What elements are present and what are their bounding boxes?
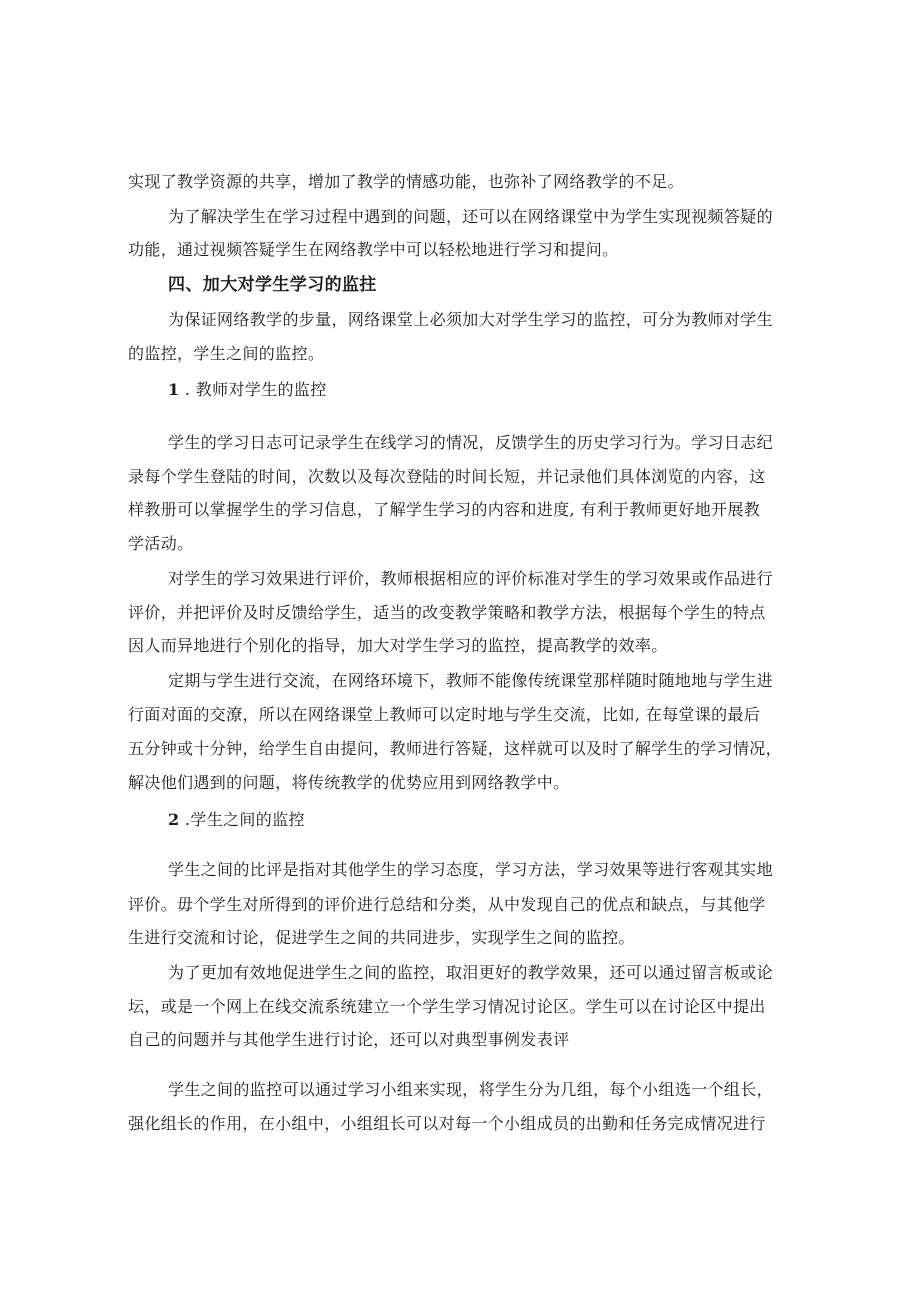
subsection-title: . 教师对学生的监控 [179, 380, 327, 399]
paragraph-line: 坛，或是一个网上在线交流系统建立一个学生学习情况讨论区。学生可以在讨论区中提出 [128, 997, 766, 1016]
paragraph-line: 行面对面的交潦，所以在网络课堂上教师可以定时地与学生交流，比如, 在每堂课的最后 [128, 705, 761, 724]
paragraph-line: 评价。毋个学生对所得到的评价进行总结和分类，从中发现自己的优点和缺点，与其他学 [128, 895, 766, 914]
paragraph-line: 功能，通过视频答疑学生在网络教学中可以轻松地进行学习和提问。 [128, 240, 619, 259]
paragraph-line: 强化组长的作用，在小组中，小组组长可以对每一个小组成员的出勤和任务完成情况进行 [128, 1114, 766, 1133]
paragraph-line: 解决他们遇到的问题，将传统教学的优势应用到网络教学中。 [128, 773, 570, 792]
paragraph-line: 样教册可以掌握学生的学习信息，了解学生学习的内容和进度, 有利于教师更好地开展教 [128, 500, 761, 519]
subsection-heading [168, 810, 305, 830]
paragraph-line: 为了更加有效地促进学生之间的监控，取泪更好的教学效果，还可以通过留言板或论 [168, 963, 773, 982]
paragraph-line: 对学生的学习效果进行评价，教师根据相应的评价标准对学生的学习效果或作品进行 [168, 569, 773, 588]
subsection-title: .学生之间的监控 [179, 810, 305, 829]
paragraph-line: 自己的问题并与其他学生进行讨论，还可以对典型事例发表评 [128, 1030, 570, 1049]
paragraph-line: 的监控，学生之间的监控。 [128, 344, 325, 363]
paragraph-line: 生进行交流和讨论，促进学生之间的共同进步，实现学生之间的监控。 [128, 928, 635, 947]
subsection-heading [168, 380, 327, 400]
subsection-number: 1 [168, 380, 180, 399]
paragraph-line: 学生之间的监控可以通过学习小组来实现，将学生分为几组，每个小组选一个组长， [168, 1080, 773, 1099]
paragraph-line: 评价，并把评价及时反馈给学生，适当的改变教学策略和教学方法，根据每个学生的特点 [128, 603, 766, 622]
paragraph-line: 为了解决学生在学习过程中遇到的问题，还可以在网络课堂中为学生实现视频答疑的 [168, 207, 773, 226]
paragraph-line: 学生之间的比评是指对其他学生的学习态度，学习方法，学习效果等进行客观其实地 [168, 860, 773, 879]
paragraph-line: 实现了教学资源的共享，增加了教学的情感功能，也弥补了网络教学的不足。 [128, 172, 684, 191]
paragraph-line: 学生的学习日志可记录学生在线学习的情况，反馈学生的历史学习行为。学习日志纪 [168, 433, 773, 452]
paragraph-line: 录每个学生登陆的时间，次数以及每次登陆的时间长短，并记录他们具体浏览的内容，这 [128, 467, 766, 486]
subsection-number: 2 [168, 810, 180, 829]
paragraph-line: 为保证网络教学的步量，网络课堂上必须加大对学生学习的监控，可分为教师对学生 [168, 310, 773, 329]
paragraph-line: 学活动。 [128, 534, 194, 553]
paragraph-line: 定期与学生进行交流，在网络环境下，教师不能像传统课堂那样随时随地地与学生进 [168, 671, 773, 690]
section-heading: 四、加大对学生学习的监拄 [168, 275, 377, 295]
paragraph-line: 五分钟或十分钟，给学生自由提问，教师进行答疑，这样就可以及时了解学生的学习情况， [128, 739, 783, 758]
paragraph-line: 因人而异地进行个别化的指导，加大对学生学习的监控，提高教学的效率。 [128, 636, 668, 655]
